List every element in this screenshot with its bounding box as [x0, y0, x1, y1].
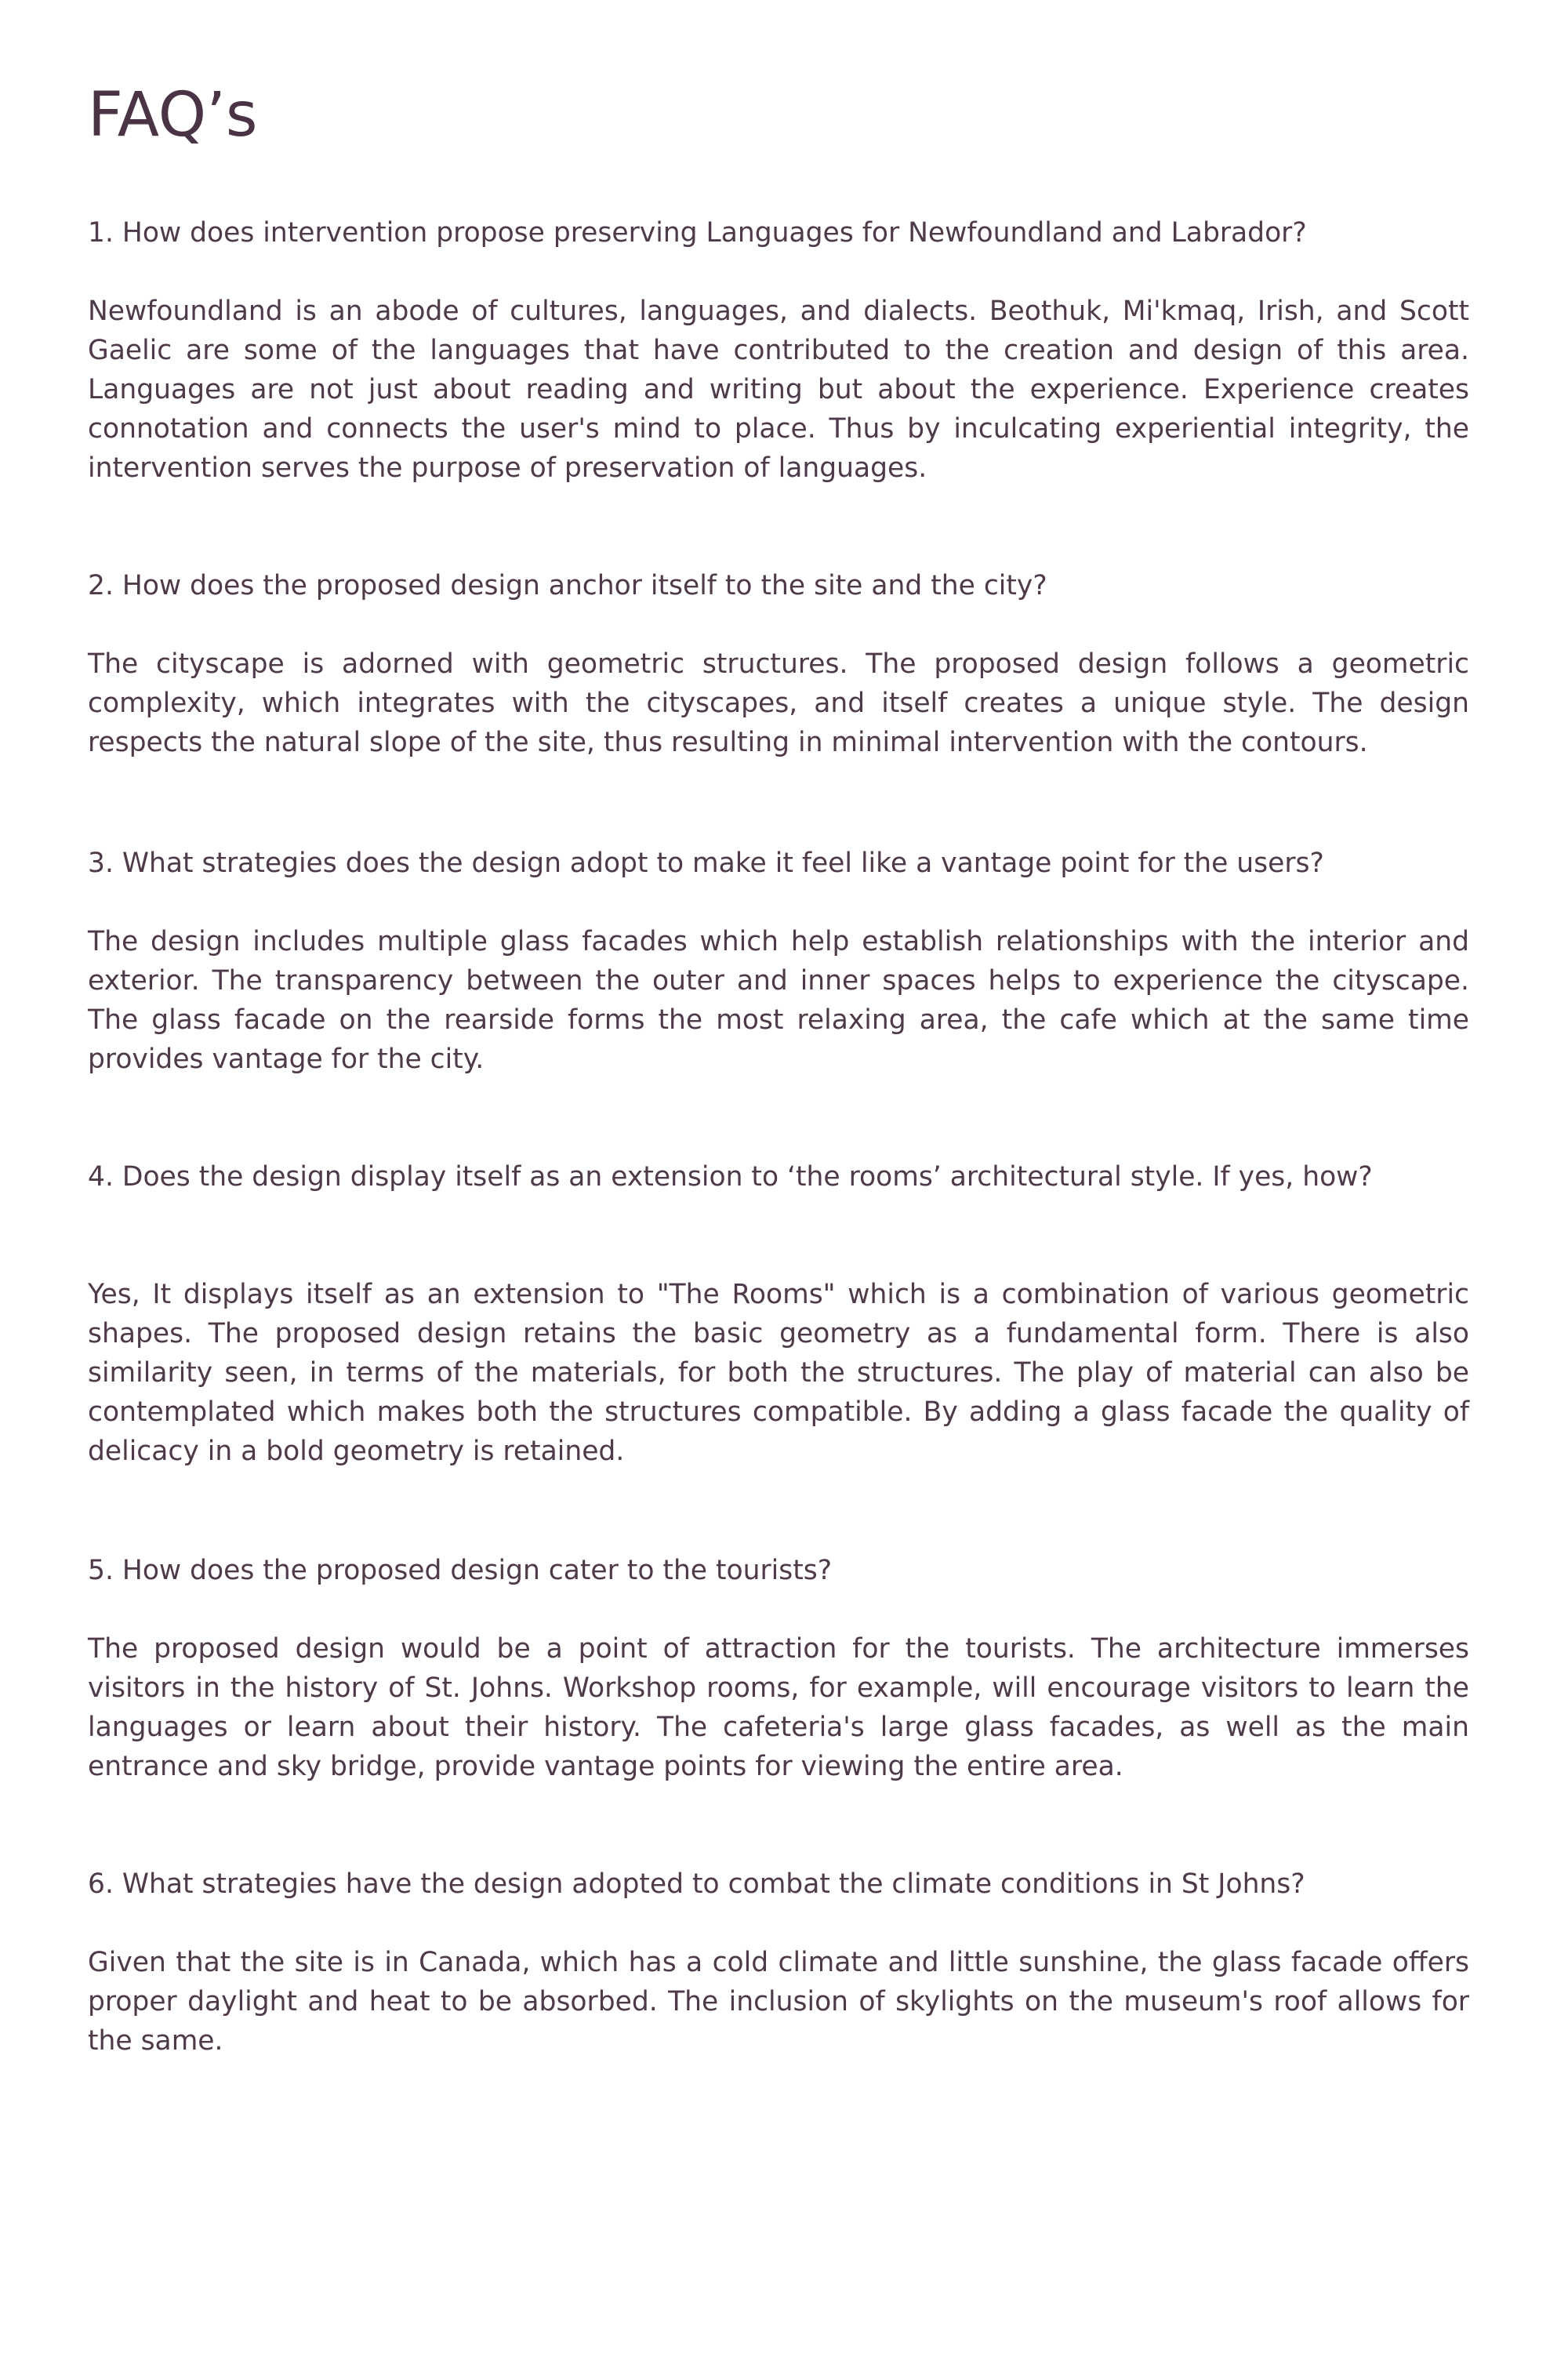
- faq-question: 1. How does intervention propose preserving Languages for Newfoundland and Labrador?: [88, 217, 1307, 249]
- faq-item: [88, 213, 1469, 488]
- faq-question: 4. Does the design display itself as an extension to ‘the rooms’ architectural style. If yes, how?: [88, 1161, 1373, 1193]
- faq-answer: The proposed design would be a point of attraction for the tourists. The architecture immerses visitors in the history of St. Johns. Workshop rooms, for example, will encourage visitors to learn the languages or learn about their history. The cafeteria's large glass facades, as well as the main entrance and sky bridge, provide vantage points for viewing the entire area.: [88, 1633, 1469, 1782]
- faq-question: 3. What strategies does the design adopt to make it feel like a vantage point for the users?: [88, 848, 1324, 879]
- page-title: FAQ’s: [88, 80, 258, 151]
- faq-answer: Newfoundland is an abode of cultures, languages, and dialects. Beothuk, Mi'kmaq, Irish, and Scott Gaelic are some of the languages that have contributed to the creation and design of this area. Languages are not just about reading and writing but about the experience. Experience creates connotation and connects the user's mind to place. Thus by inculcating experiential integrity, the intervention serves the purpose of preservation of languages.: [88, 296, 1469, 484]
- faq-item: [88, 1157, 1469, 1471]
- faq-question: 6. What strategies have the design adopted to combat the climate conditions in St Johns?: [88, 1868, 1305, 1900]
- faq-question: 5. How does the proposed design cater to the tourists?: [88, 1555, 833, 1586]
- faq-item: [88, 1551, 1469, 1786]
- faq-item: [88, 566, 1469, 762]
- faq-answer: Yes, It displays itself as an extension to "The Rooms" which is a combination of various geometric shapes. The proposed design retains the basic geometry as a fundamental form. There is also similarity seen, in terms of the materials, for both the structures. The play of material can also be contemplated which makes both the structures compatible. By adding a glass facade the quality of delicacy in a bold geometry is retained.: [88, 1279, 1469, 1467]
- faq-answer: The cityscape is adorned with geometric structures. The proposed design follows a geometric complexity, which integrates with the cityscapes, and itself creates a unique style. The design respects the natural slope of the site, thus resulting in minimal intervention with the contours.: [88, 648, 1469, 758]
- faq-answer: The design includes multiple glass facades which help establish relationships with the interior and exterior. The transparency between the outer and inner spaces helps to experience the cityscape. The glass facade on the rearside forms the most relaxing area, the cafe which at the same time provides vantage for the city.: [88, 926, 1469, 1075]
- faq-item: [88, 1865, 1469, 2061]
- faq-question: 2. How does the proposed design anchor itself to the site and the city?: [88, 570, 1047, 601]
- faq-answer: Given that the site is in Canada, which has a cold climate and little sunshine, the glass facade offers proper daylight and heat to be absorbed. The inclusion of skylights on the museum's roof allows for the same.: [88, 1947, 1469, 2057]
- faq-item: [88, 844, 1469, 1079]
